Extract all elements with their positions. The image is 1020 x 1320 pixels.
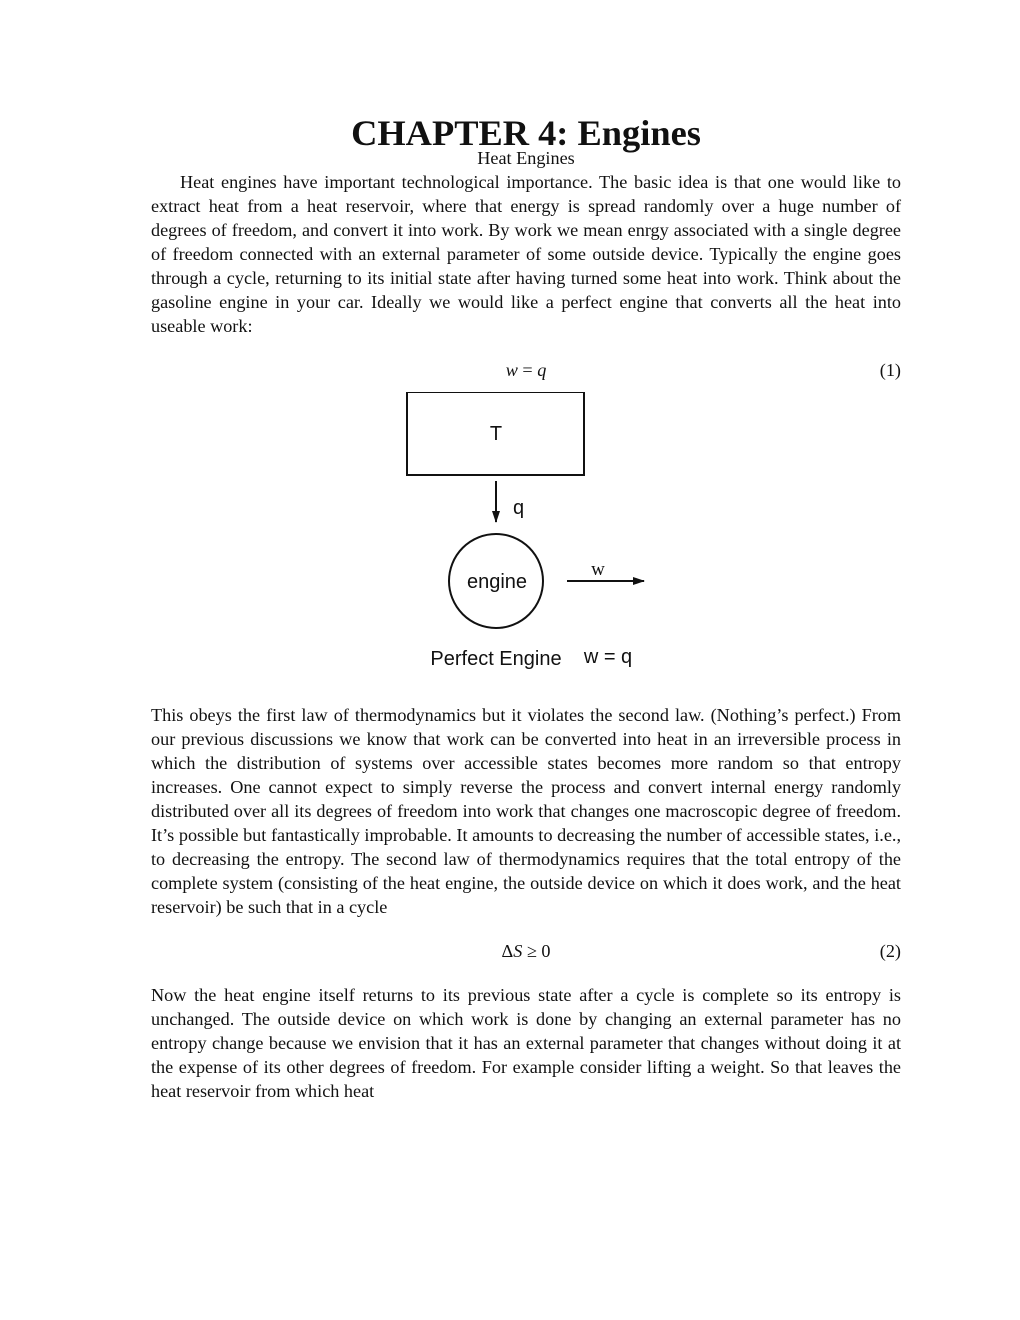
equation-1 <box>151 358 901 382</box>
heat-flow-label: q <box>513 497 525 519</box>
equation-2-relation: ≥ 0 <box>522 941 551 961</box>
section-title: Heat Engines <box>477 148 575 168</box>
paragraph-second-law: This obeys the first law of thermodynamics but it violates the second law. (Nothing’s perfect.) From our previous discussions we know that work can be converted into heat in an irreversible process in which the distribution of systems over accessible states becomes more random so that entropy increases. One cannot expect to simply reverse the process and convert internal energy randomly distributed over all its degrees of freedom into work that changes one macroscopic degree of freedom. It’s possible but fantastically improbable. It amounts to decreasing the number of accessible states, i.e., to decreasing the entropy. The second law of thermodynamics requires that the total entropy of the complete system (consisting of the heat engine, the outside device on which it does work, and the heat reservoir) be such that in a cycle <box>151 705 901 917</box>
equation-1-body <box>506 360 547 380</box>
perfect-engine-figure <box>151 392 901 692</box>
engine-diagram <box>151 392 901 692</box>
chapter-title: CHAPTER 4: Engines <box>351 113 701 153</box>
equation-1-lhs: w <box>505 360 518 380</box>
reservoir-temperature-label: T <box>489 423 503 445</box>
figure-caption-equation: w = q <box>583 646 633 668</box>
paragraph-intro: Heat engines have important technological importance. The basic idea is that one would like to extract heat from a heat reservoir, where that energy is spread randomly over a huge number of degrees of freedom, and convert it into work. By work we mean enrgy associated with a single degree of freedom connected with an external parameter of some outside device. Typically the engine goes through a cycle, returning to its initial state after having turned some heat into work. Think about the gasoline engine in your car. Ideally we would like a perfect engine that converts all the heat into useable work: <box>151 172 901 336</box>
equation-2-delta: Δ <box>501 941 514 961</box>
figure-caption: Perfect Engine <box>430 648 562 670</box>
equation-2-number: (2) <box>879 941 901 961</box>
equation-2 <box>151 939 901 963</box>
equation-1-number: (1) <box>879 360 901 380</box>
equation-2-symbol: S <box>513 941 523 961</box>
engine-label: engine <box>466 571 528 593</box>
work-output-label: w <box>591 559 605 580</box>
document-page <box>151 113 901 1103</box>
equation-2-body <box>502 941 551 961</box>
paragraph-entropy-cycle: Now the heat engine itself returns to its previous state after a cycle is complete so its entropy is unchanged. The outside device on which work is done by changing an external parameter has no entropy change because we envision that it has an external parameter that changes without doing it at the expense of its other degrees of freedom. For example consider lifting a weight. So that leaves the heat reservoir from which heat <box>151 985 901 1101</box>
equation-1-operator: = <box>517 360 538 380</box>
equation-1-rhs: q <box>537 360 547 380</box>
